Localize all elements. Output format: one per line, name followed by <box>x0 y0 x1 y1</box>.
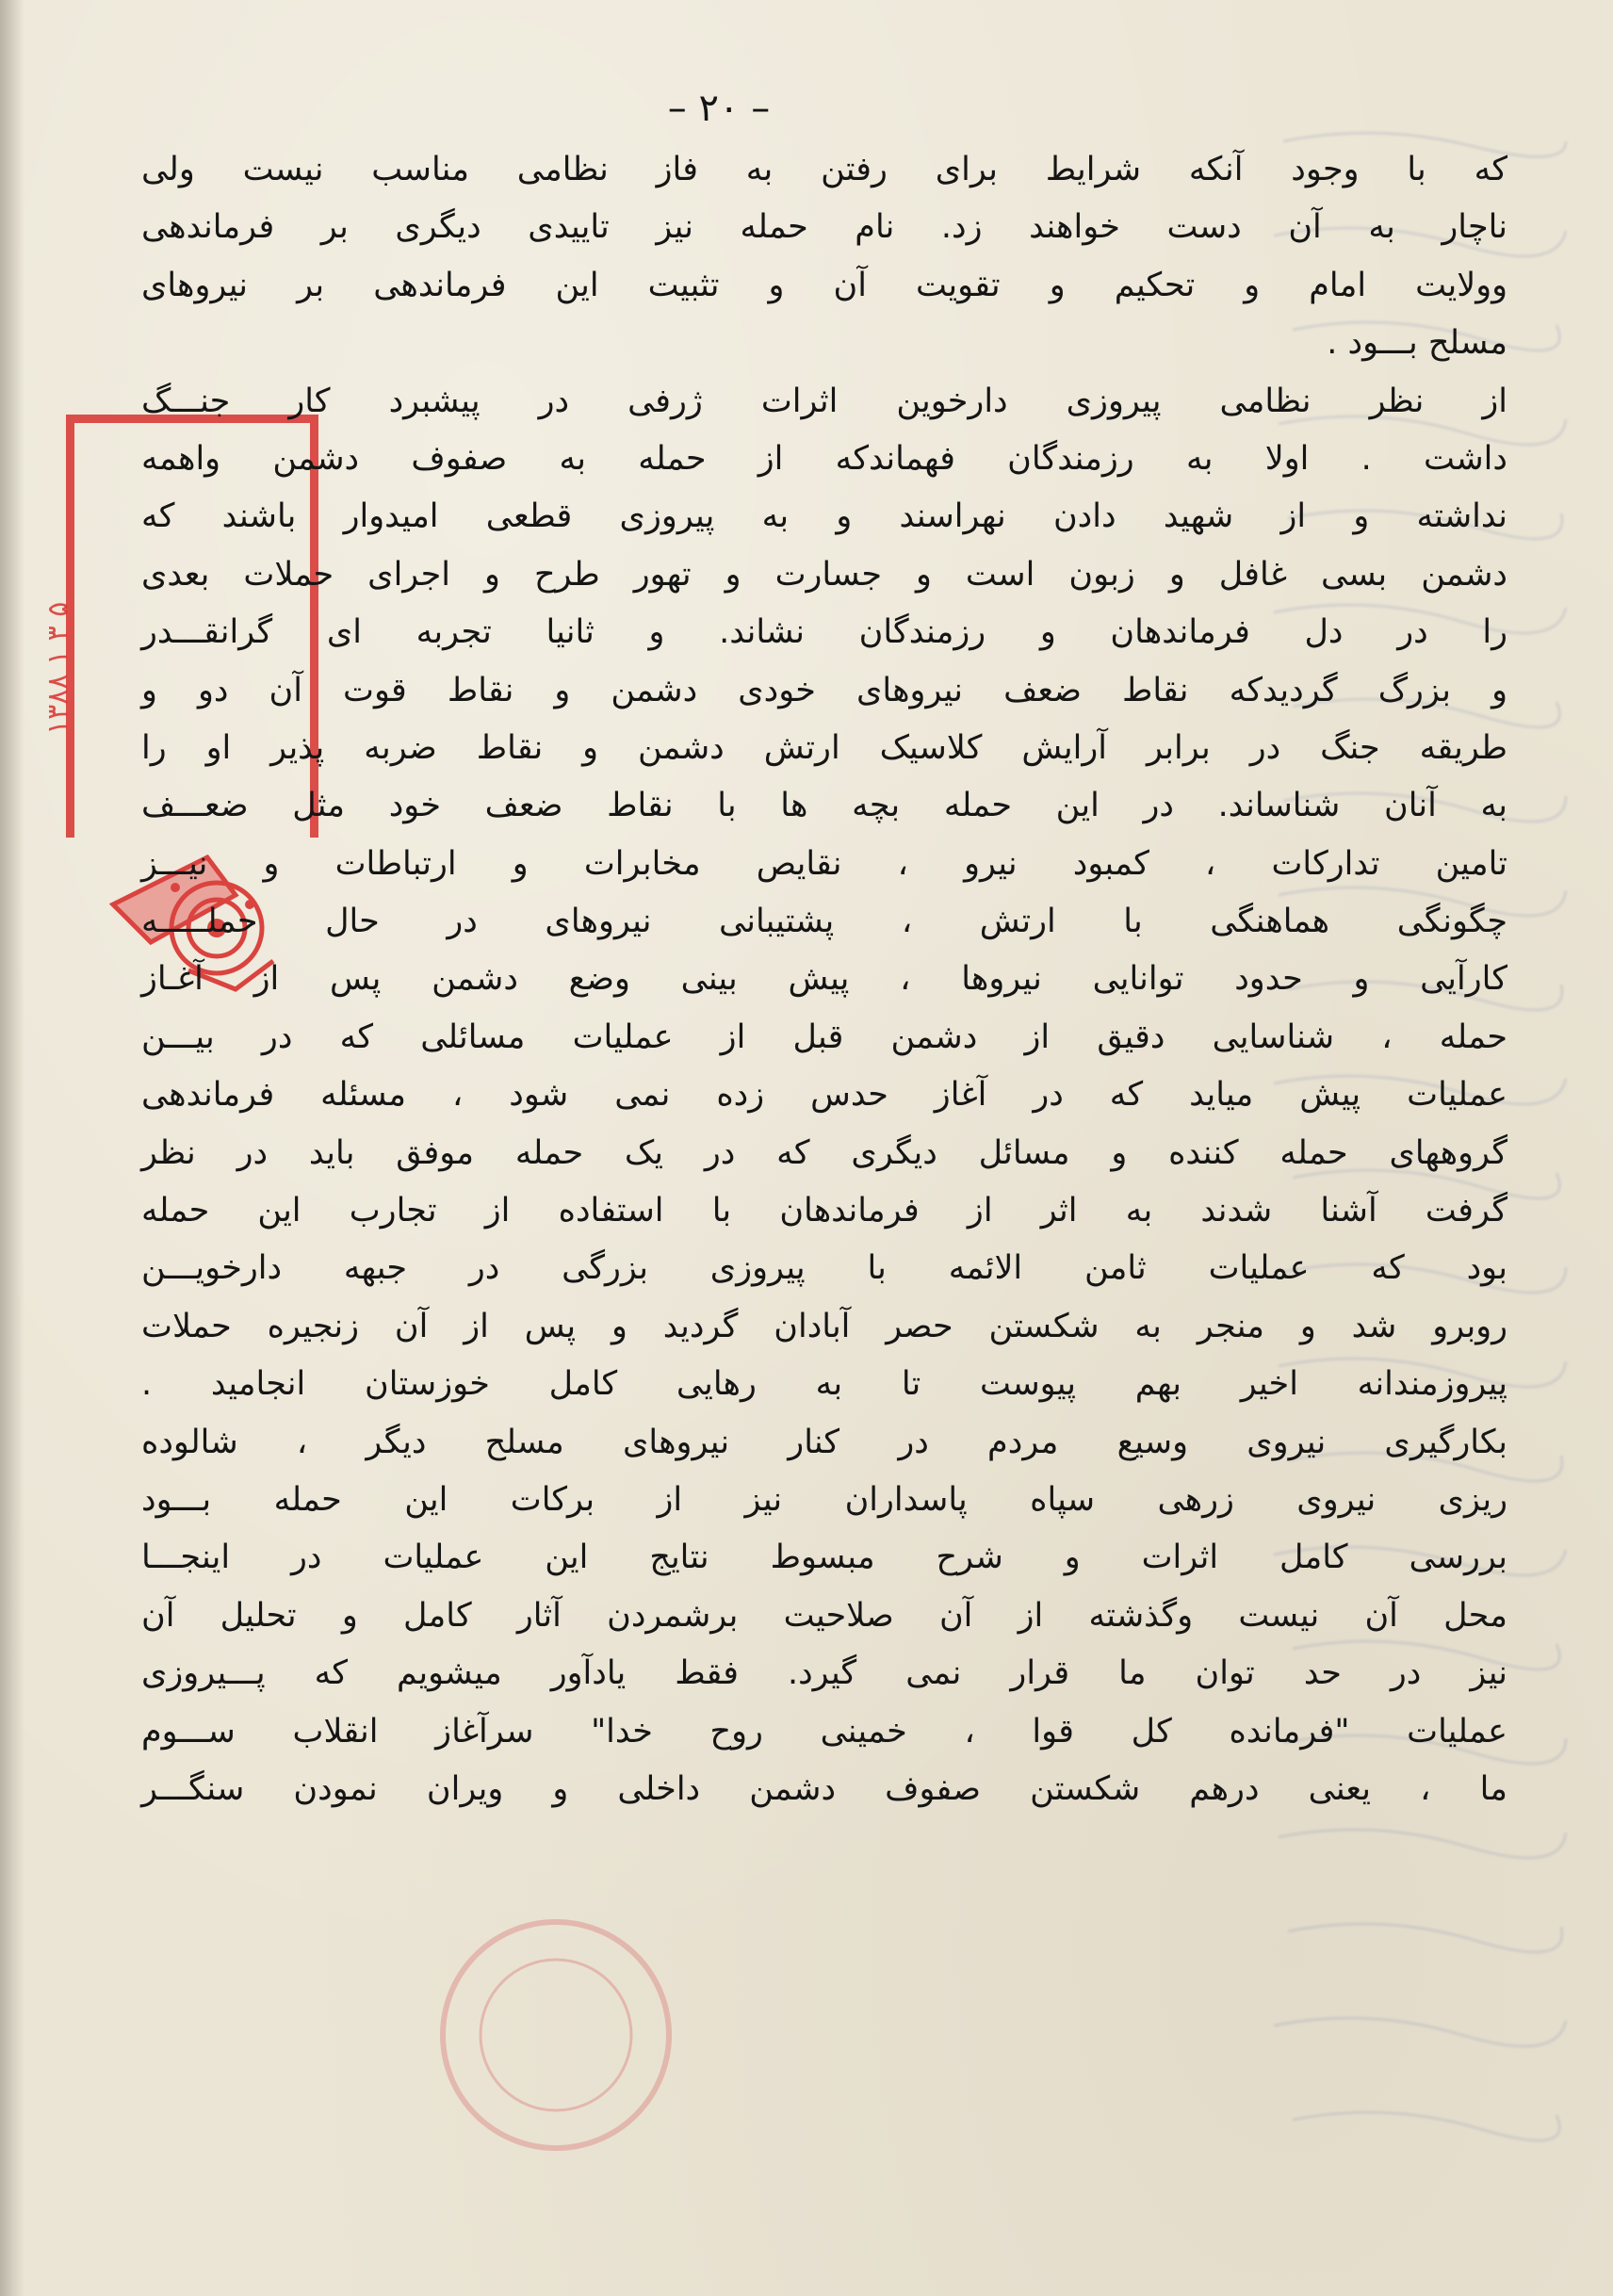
text-line: بکارگیری نیروی وسیع مردم در کنار نیروهای مسلح دیگر ، شالوده <box>141 1423 1507 1461</box>
faint-round-stamp <box>415 1894 697 2176</box>
text-line: محل آن نیست وگذشته از آن صلاحیت برشمردن آثار کامل و تحلیل آن <box>141 1596 1507 1635</box>
text-line: مسلح بـــود . <box>1327 324 1507 363</box>
text-line: بود که عملیات ثامن الائمه با پیروزی بزرگی در جبهه دارخویـــن <box>141 1249 1507 1288</box>
text-line: طریقه جنگ در برابر آرایش کلاسیک ارتش دشمن و نقاط ضربه پذیر او را <box>141 728 1507 767</box>
text-line: عملیات پیش میاید که در آغاز حدس زده نمی شود ، مسئله فرماندهی <box>141 1076 1507 1115</box>
text-line: پیروزمندانه اخیر بهم پیوست تا به رهایی کامل خوزستان انجامید . <box>141 1365 1507 1404</box>
text-line: که با وجود آنکه شرایط برای رفتن به فاز نظامی مناسب نیست ولی <box>141 151 1507 188</box>
text-line: به آنان شناساند. در این حمله بچه ها با نقاط ضعف خود مثل ضعـــف <box>141 787 1507 825</box>
text-line: چگونگی هماهنگی با ارتش ، پشتیبانی نیروهای در حال حملـــــه <box>141 903 1507 941</box>
text-line: دشمن بسی غافل و زبون است و جسارت و تهور طرح و اجرای حملات بعدی <box>141 555 1507 594</box>
text-line: وولایت امام و تحکیم و تقویت آن و تثبیت این فرماندهی بر نیروهای <box>141 266 1507 304</box>
text-line: را در دل فرماندهان و رزمندگان نشاند. و ثانیا تجربه ای گرانقـــدر <box>141 613 1507 652</box>
body-text <box>141 141 1507 1818</box>
text-line: و بزرگ گردیدکه نقاط ضعف نیروهای خودی دشمن و نقاط قوت آن دو و <box>141 671 1507 709</box>
text-line: تامین تدارکات ، کمبود نیرو ، نقایص مخابرات و ارتباطات و نیـــز <box>141 844 1507 883</box>
text-line: ریزی نیروی زرهی سپاه پاسداران نیز از برکات این حمله بـــود <box>141 1480 1507 1519</box>
text-line: از نظر نظامی پیروزی دارخوین اثرات ژرفی در پیشبرد کار جنـــگ <box>141 382 1507 420</box>
text-line: کارآیی و حدود توانایی نیروها ، پیش بینی وضع دشمن پس از آغـاز <box>141 960 1507 999</box>
text-line: نیز در حد توان ما قرار نمی گیرد. فقط یادآور میشویم که پـــیروزی <box>141 1654 1507 1693</box>
text-line: داشت . اولا به رزمندگان فهماندکه از حمله به صفوف دشمن واهمه <box>141 439 1507 478</box>
text-line: روبرو شد و منجر به شکستن حصر آبادان گردید و پس از آن زنجیره حملات <box>141 1307 1507 1345</box>
paper-left-edge <box>0 0 24 2296</box>
text-line: حمله ، شناسایی دقیق از دشمن قبل از عملیات مسائلی که در بیـــن <box>141 1018 1507 1056</box>
text-line: نداشته و از شهید دادن نهراسند و به پیروزی قطعی امیدوار باشند که <box>141 497 1507 536</box>
text-line: گرفت آشنا شدند به اثر از فرماندهان با استفاده از تجارب این حمله <box>141 1192 1507 1230</box>
red-stamp-text: ۱۳۸۸ ۱ ۳ ۵ <box>41 601 74 735</box>
text-line: بررسی کامل اثرات و شرح مبسوط نتایج این عملیات در اینجـــا <box>141 1539 1507 1577</box>
text-line: عملیات "فرمانده کل قوا ، خمینی روح خدا" سرآغاز انقلاب ســـوم <box>141 1712 1507 1750</box>
text-line: گروههای حمله کننده و مسائل دیگری که در یک حمله موفق باید در نظر <box>141 1133 1507 1172</box>
text-line: ما ، یعنی درهم شکستن صفوف دشمن داخلی و ویران نمودن سنگـــر <box>141 1769 1507 1808</box>
page-number: – ۲۰ – <box>667 87 771 130</box>
text-line: ناچار به آن دست خواهند زد. نام حمله نیز تاییدی دیگری بر فرماندهی <box>141 208 1507 247</box>
